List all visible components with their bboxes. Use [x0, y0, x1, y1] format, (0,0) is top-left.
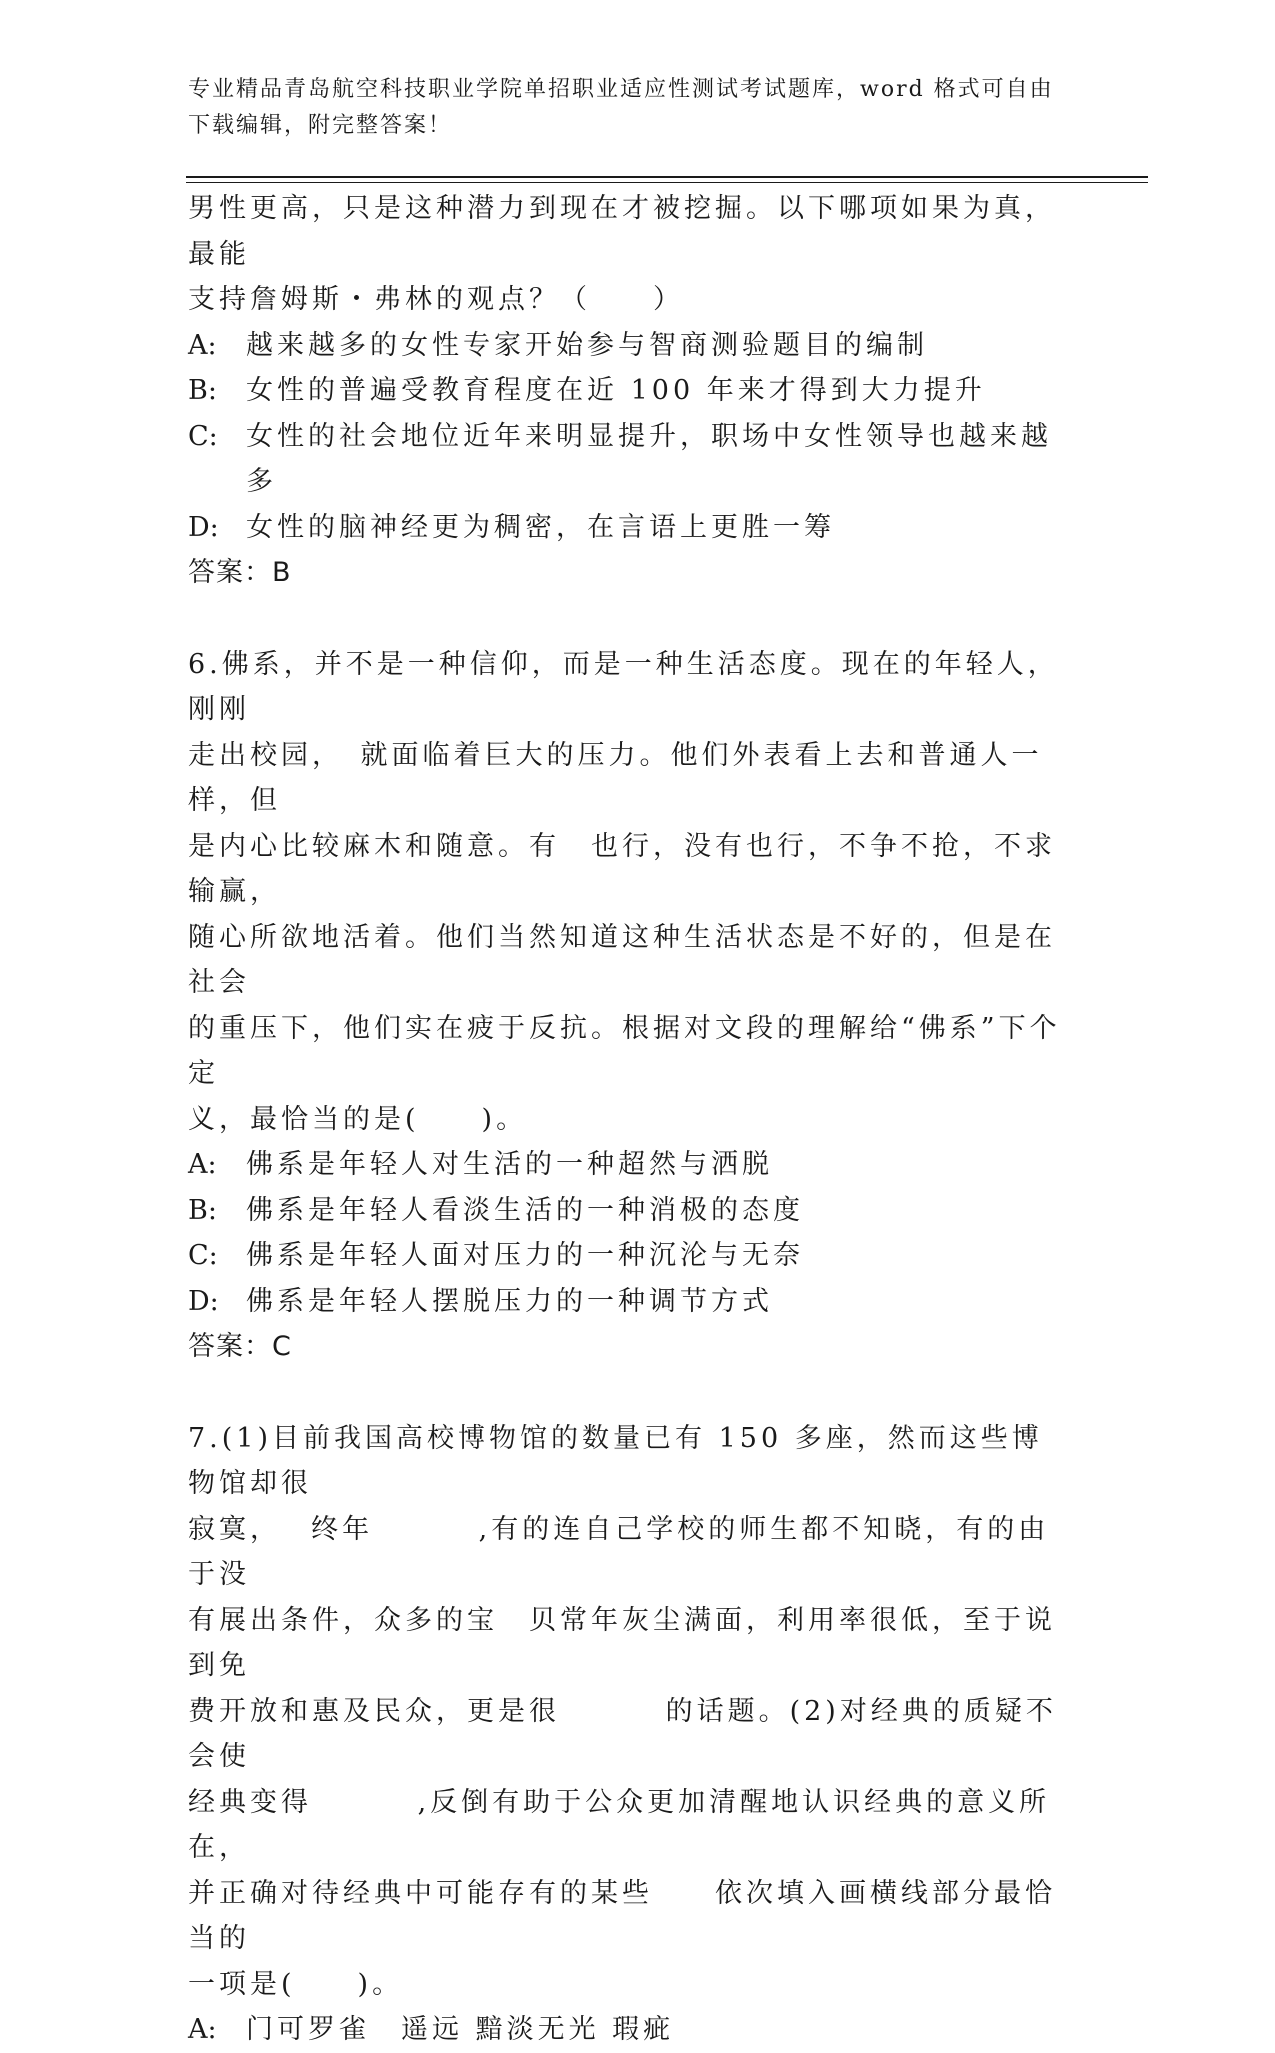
option-letter: A: [188, 329, 217, 361]
spacer [188, 596, 1068, 642]
option-c [188, 414, 1068, 505]
text-line: 费开放和惠及民众，更是很 的话题。(2)对经典的质疑不会使 [188, 1695, 1057, 1772]
option-a [188, 323, 1068, 369]
answer-line: 答案：B [188, 557, 292, 588]
spacer [188, 1370, 1068, 1416]
option-letter: A: [188, 1149, 217, 1180]
page-content [188, 186, 1068, 2053]
option-d [188, 505, 1068, 551]
text-line: 的重压下，他们实在疲于反抗。根据对文段的理解给“佛系”下个定 [188, 1012, 1061, 1089]
text-line: 男性更高，只是这种潜力到现在才被挖掘。以下哪项如果为真，最能 [188, 193, 1056, 270]
option-text: 越来越多的女性专家开始参与智商测验题目的编制 [246, 329, 928, 361]
option-text: 佛系是年轻人摆脱压力的一种调节方式 [246, 1285, 773, 1317]
answer-line: 答案：C [188, 1331, 292, 1362]
option-text: 佛系是年轻人看淡生活的一种消极的态度 [246, 1194, 804, 1226]
option-letter: B: [188, 375, 217, 406]
option-letter: C: [188, 420, 218, 452]
text-line: 一项是( )。 [188, 1968, 404, 2000]
option-text: 女性的脑神经更为稠密，在言语上更胜一筹 [246, 511, 835, 543]
option-text: 女性的社会地位近年来明显提升，职场中女性领导也越来越多 [246, 420, 1052, 497]
option-letter: B: [188, 1194, 217, 1226]
option-d [188, 1279, 1068, 1325]
text-line: 寂寞， 终年 ,有的连自己学校的师生都不知晓，有的由于没 [188, 1513, 1050, 1590]
option-letter: D: [188, 1285, 219, 1317]
option-letter: C: [188, 1240, 218, 1271]
option-a [188, 2007, 1068, 2053]
text-line: 经典变得 ,反倒有助于公众更加清醒地认识经典的意义所在， [188, 1786, 1051, 1863]
option-letter: D: [188, 511, 219, 543]
text-line: 6.佛系，并不是一种信仰，而是一种生活态度。现在的年轻人，刚刚 [188, 648, 1059, 725]
question-6 [188, 642, 1068, 1370]
question-7-stem [188, 1416, 1068, 2008]
option-a [188, 1142, 1068, 1188]
header-rule-thin [186, 182, 1148, 183]
option-b [188, 368, 1068, 414]
text-line: 有展出条件，众多的宝 贝常年灰尘满面，利用率很低，至于说到免 [188, 1604, 1056, 1681]
option-c [188, 1233, 1068, 1279]
option-text: 佛系是年轻人面对压力的一种沉沦与无奈 [246, 1240, 804, 1271]
header-line-1: 专业精品青岛航空科技职业学院单招职业适应性测试考试题库，word 格式可自由 [188, 77, 1054, 102]
header-line-2: 下载编辑，附完整答案！ [188, 113, 453, 138]
text-line: 7.(1)目前我国高校博物馆的数量已有 150 多座，然而这些博物馆却很 [188, 1422, 1043, 1499]
question-7 [188, 1416, 1068, 2053]
option-text: 女性的普遍受教育程度在近 100 年来才得到大力提升 [246, 375, 986, 406]
text-line: 走出校园， 就面临着巨大的压力。他们外表看上去和普通人一样，但 [188, 739, 1043, 816]
text-line: 随心所欲地活着。他们当然知道这种生活状态是不好的，但是在社会 [188, 921, 1056, 998]
text-line: 是内心比较麻木和随意。有 也行，没有也行，不争不抢，不求输赢， [188, 830, 1056, 907]
text-line: 支持詹姆斯・弗林的观点？（ ） [188, 284, 684, 315]
question-6-stem [188, 642, 1068, 1143]
option-text: 门可罗雀 遥远 黯淡无光 瑕疵 [246, 2014, 675, 2045]
option-text: 佛系是年轻人对生活的一种超然与洒脱 [246, 1149, 773, 1180]
text-line: 义，最恰当的是( )。 [188, 1103, 528, 1135]
question-5-stem [188, 186, 1068, 323]
text-line: 并正确对待经典中可能存有的某些 依次填入画横线部分最恰当的 [188, 1877, 1056, 1954]
option-b [188, 1188, 1068, 1234]
header-rule-thick [186, 176, 1148, 178]
question-5 [188, 186, 1068, 596]
page-header [188, 72, 1068, 144]
option-letter: A: [188, 2014, 217, 2045]
